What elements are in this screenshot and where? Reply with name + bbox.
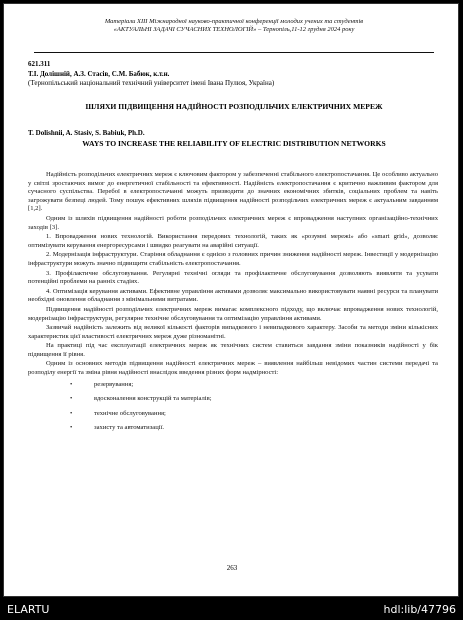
article-body	[28, 171, 438, 439]
document-page	[3, 3, 459, 597]
title-en: WAYS TO INCREASE THE RELIABILITY OF ELECTRIC DISTRIBUTION NETWORKS	[82, 139, 386, 148]
bullet-icon: •	[70, 409, 73, 417]
repository-name: ELARTU	[7, 603, 50, 616]
authors-en: T. Dolishnii, A. Stasiv, S. Babiuk, Ph.D.	[28, 129, 145, 137]
list-item: • технічне обслуговування;	[70, 409, 166, 417]
page-number: 263	[226, 564, 238, 572]
paragraph: 3. Профілактичне обслуговування. Регулярні технічні огляди та профілактичне обслуговування дозволяють виявляти та усувати потенційні проблеми на ранніх стадіях.	[28, 269, 438, 286]
paragraph: Зазвичай надійність залежить від великої кількості факторів випадкового і невипадкового характеру. Засоби та методи зміни кількісних характеристик цієї властивості електричних мереж дуже різноманітні.	[28, 324, 438, 340]
header-line-2: «АКТУАЛЬНІ ЗАДАЧІ СУЧАСНИХ ТЕХНОЛОГІЙ» – Тернопіль,11-12 грудня 2024 року	[113, 26, 355, 33]
paragraph: Одним із основних методів підвищення надійності електричних мереж – виявлення найбільш невідомих частин системи передачі та розподілу енергії та зміна рівня надійності внаслідок введення різних форм надмірності:	[28, 360, 438, 377]
udc-code: 621.311	[28, 60, 51, 68]
conference-header	[34, 18, 434, 34]
header-line-1: Матеріали XIII Міжнародної науково-практичної конференції молодих учених та студентів	[104, 18, 364, 25]
paragraph: Надійність розподільчих електричних мереж є ключовим фактором у забезпеченні стабільного електропостачання. Це особливо актуально у світлі зростаючих вимог до енергетичної стабільності та ефективності. Надійність електропостачання є критично важливим фактором для сучасного суспільства. Перебої в електропостачанні можуть призводити до значних економічних збитків, соціальних проблем та навіть загрожувати безпеці людей. Тому пошук ефективних шляхів підвищення надійності розподільчих електричних мереж є актуальним завданням [1,2].	[28, 171, 438, 213]
paragraph: 1. Впровадження нових технологій. Використання передових технологій, таких як «розумні мережі» або «smart grid», дозволяє оптимізувати керування енергоресурсами і швидко реагувати на аварійні ситуації.	[28, 233, 438, 249]
paragraph: Одним із шляхів підвищення надійності роботи розподільчих електричних мереж є впровадження наступних організаційно-технічних заходів [3].	[28, 214, 438, 231]
paragraph: 4. Оптимізація керування активами. Ефективне управління активами дозволяє максимально використовувати наявні ресурси та планувати необхідні оновлення обладнання з мінімальними витратами.	[28, 287, 438, 304]
list-item: • захисту та автоматизації.	[70, 424, 165, 432]
bullet-icon: •	[70, 424, 73, 432]
paragraph: На практиці під час експлуатації електричних мереж як технічних систем ставиться завдання зміни показників надійності у бік підвищення її рівня.	[28, 342, 438, 358]
paragraph: Підвищення надійності розподільчих електричних мереж вимагає комплексного підходу, що включає впровадження нових технологій, модернізацію інфраструктури, регулярне технічне обслуговування та оптимізацію управління активами.	[28, 305, 438, 322]
header-divider	[34, 52, 434, 53]
list-item: • вдосконалення конструкцій та матеріалів;	[70, 395, 212, 403]
affiliation: (Тернопільський національний технічний університет імені Івана Пулюя, Україна)	[28, 79, 275, 87]
title-ua: ШЛЯХИ ПІДВИЩЕННЯ НАДІЙНОСТІ РОЗПОДІЛЬЧИХ ЕЛЕКТРИЧНИХ МЕРЕЖ	[85, 102, 383, 111]
bullet-list	[28, 381, 438, 433]
paragraph: 2. Модернізація інфраструктури. Старіння обладнання є однією з головних причин зниження надійності мереж. Інвестиції у модернізацію інфраструктури можуть значно підвищити стабільність електропостачання.	[28, 251, 438, 267]
bullet-icon: •	[70, 395, 73, 403]
authors-ua: Т.І. Долішній, А.З. Стасів, С.М. Бабюк, к.т.н.	[28, 70, 170, 78]
repository-footer	[0, 600, 463, 620]
bullet-icon: •	[70, 380, 73, 388]
list-item: • резервування;	[70, 380, 134, 388]
handle-id: hdl:lib/47796	[383, 603, 456, 616]
